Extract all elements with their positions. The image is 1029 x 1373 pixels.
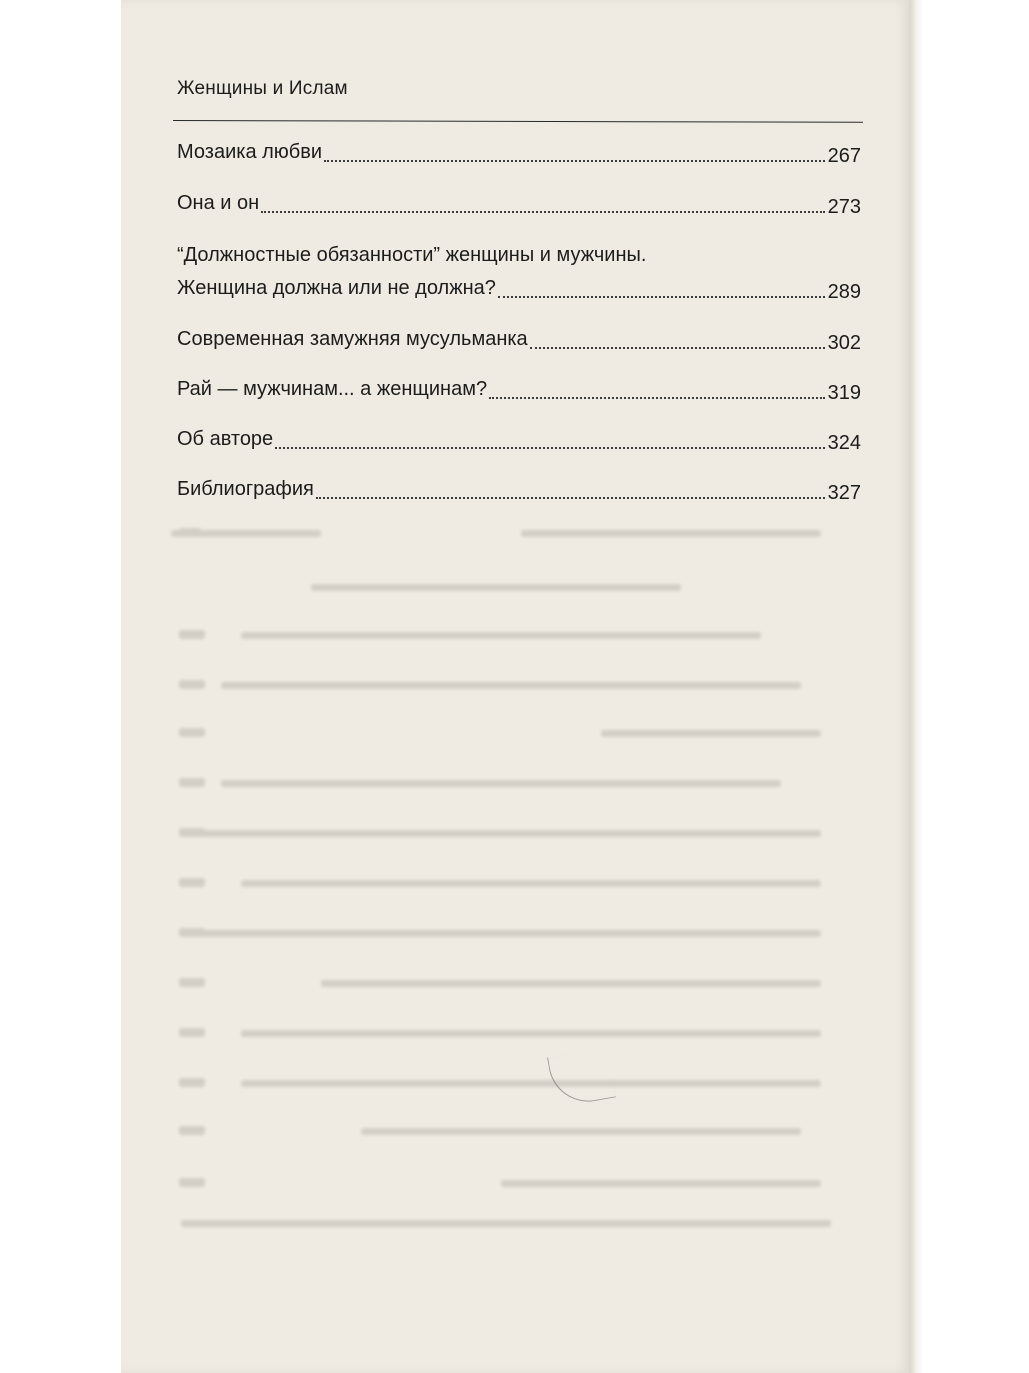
toc-entry-line (177, 427, 861, 452)
toc-page-number: 324 (827, 432, 861, 454)
toc-entry-line (177, 477, 861, 502)
toc-entry (177, 327, 861, 352)
ghost-number (179, 928, 205, 937)
toc-entry (177, 477, 861, 502)
toc-entry (177, 243, 861, 301)
ghost-line (241, 1080, 821, 1087)
toc-page-number: 319 (827, 382, 861, 404)
paper-scratch-mark (547, 1047, 616, 1108)
toc-entry-title: Мозаика любви (177, 141, 323, 163)
toc-entry-line (177, 243, 861, 268)
ghost-number (179, 630, 205, 639)
page-edge (909, 0, 923, 1373)
ghost-line (521, 530, 821, 537)
table-of-contents (177, 140, 861, 502)
toc-entry (177, 377, 861, 402)
ghost-line (321, 980, 821, 987)
ghost-number (179, 680, 205, 689)
toc-page-number: 273 (827, 196, 861, 218)
toc-page-number: 302 (827, 332, 861, 354)
toc-page-number: 327 (827, 482, 861, 504)
ghost-line (241, 1030, 821, 1037)
ghost-line (171, 530, 321, 537)
toc-entry-title: Библиография (177, 478, 314, 500)
toc-entry-title-continued: Женщина должна или не должна? (177, 277, 496, 299)
toc-entry-title: Современная замужняя мусульманка (177, 328, 528, 350)
ghost-number (179, 528, 201, 537)
toc-entry (177, 140, 861, 165)
toc-entry (177, 191, 861, 216)
ghost-line (361, 1128, 801, 1135)
toc-entry-title: Она и он (177, 192, 260, 214)
bleed-through-shadow (121, 500, 909, 1260)
ghost-line (241, 632, 761, 639)
ghost-number (179, 1078, 205, 1087)
toc-entry-title: Об авторе (177, 428, 274, 450)
ghost-number (179, 878, 205, 887)
toc-leader-dots (275, 447, 824, 449)
ghost-number (179, 978, 205, 987)
toc-leader-dots (324, 160, 825, 162)
toc-leader-dots (489, 397, 825, 399)
toc-page-number: 289 (827, 281, 861, 303)
ghost-number (179, 828, 205, 837)
toc-leader-dots (316, 497, 825, 499)
ghost-number (179, 728, 205, 737)
toc-entry-line (177, 276, 861, 301)
toc-entry-line (177, 327, 861, 352)
ghost-line (601, 730, 821, 737)
ghost-line (311, 584, 681, 591)
ghost-line (201, 830, 821, 837)
running-header: Женщины и Ислам (177, 78, 348, 99)
ghost-line (201, 930, 821, 937)
ghost-line (241, 880, 821, 887)
ghost-number (179, 1126, 205, 1135)
toc-entry (177, 427, 861, 452)
toc-entry-line (177, 140, 861, 165)
ghost-line (501, 1180, 821, 1187)
toc-leader-dots (261, 211, 824, 213)
ghost-number (179, 1028, 205, 1037)
ghost-number (179, 778, 205, 787)
toc-entry-title: “Должностные обязанности” женщины и мужчины. (177, 244, 647, 266)
ghost-line (221, 682, 801, 689)
toc-leader-dots (498, 296, 825, 298)
ghost-line (221, 780, 781, 787)
book-page (121, 0, 909, 1373)
toc-entry-line (177, 377, 861, 402)
ghost-number (179, 1178, 205, 1187)
header-rule (173, 120, 863, 123)
toc-entry-title: Рай — мужчинам... а женщинам? (177, 378, 488, 400)
ghost-line (181, 1220, 831, 1227)
toc-entry-line (177, 191, 861, 216)
toc-page-number: 267 (827, 145, 861, 167)
toc-leader-dots (530, 347, 825, 349)
